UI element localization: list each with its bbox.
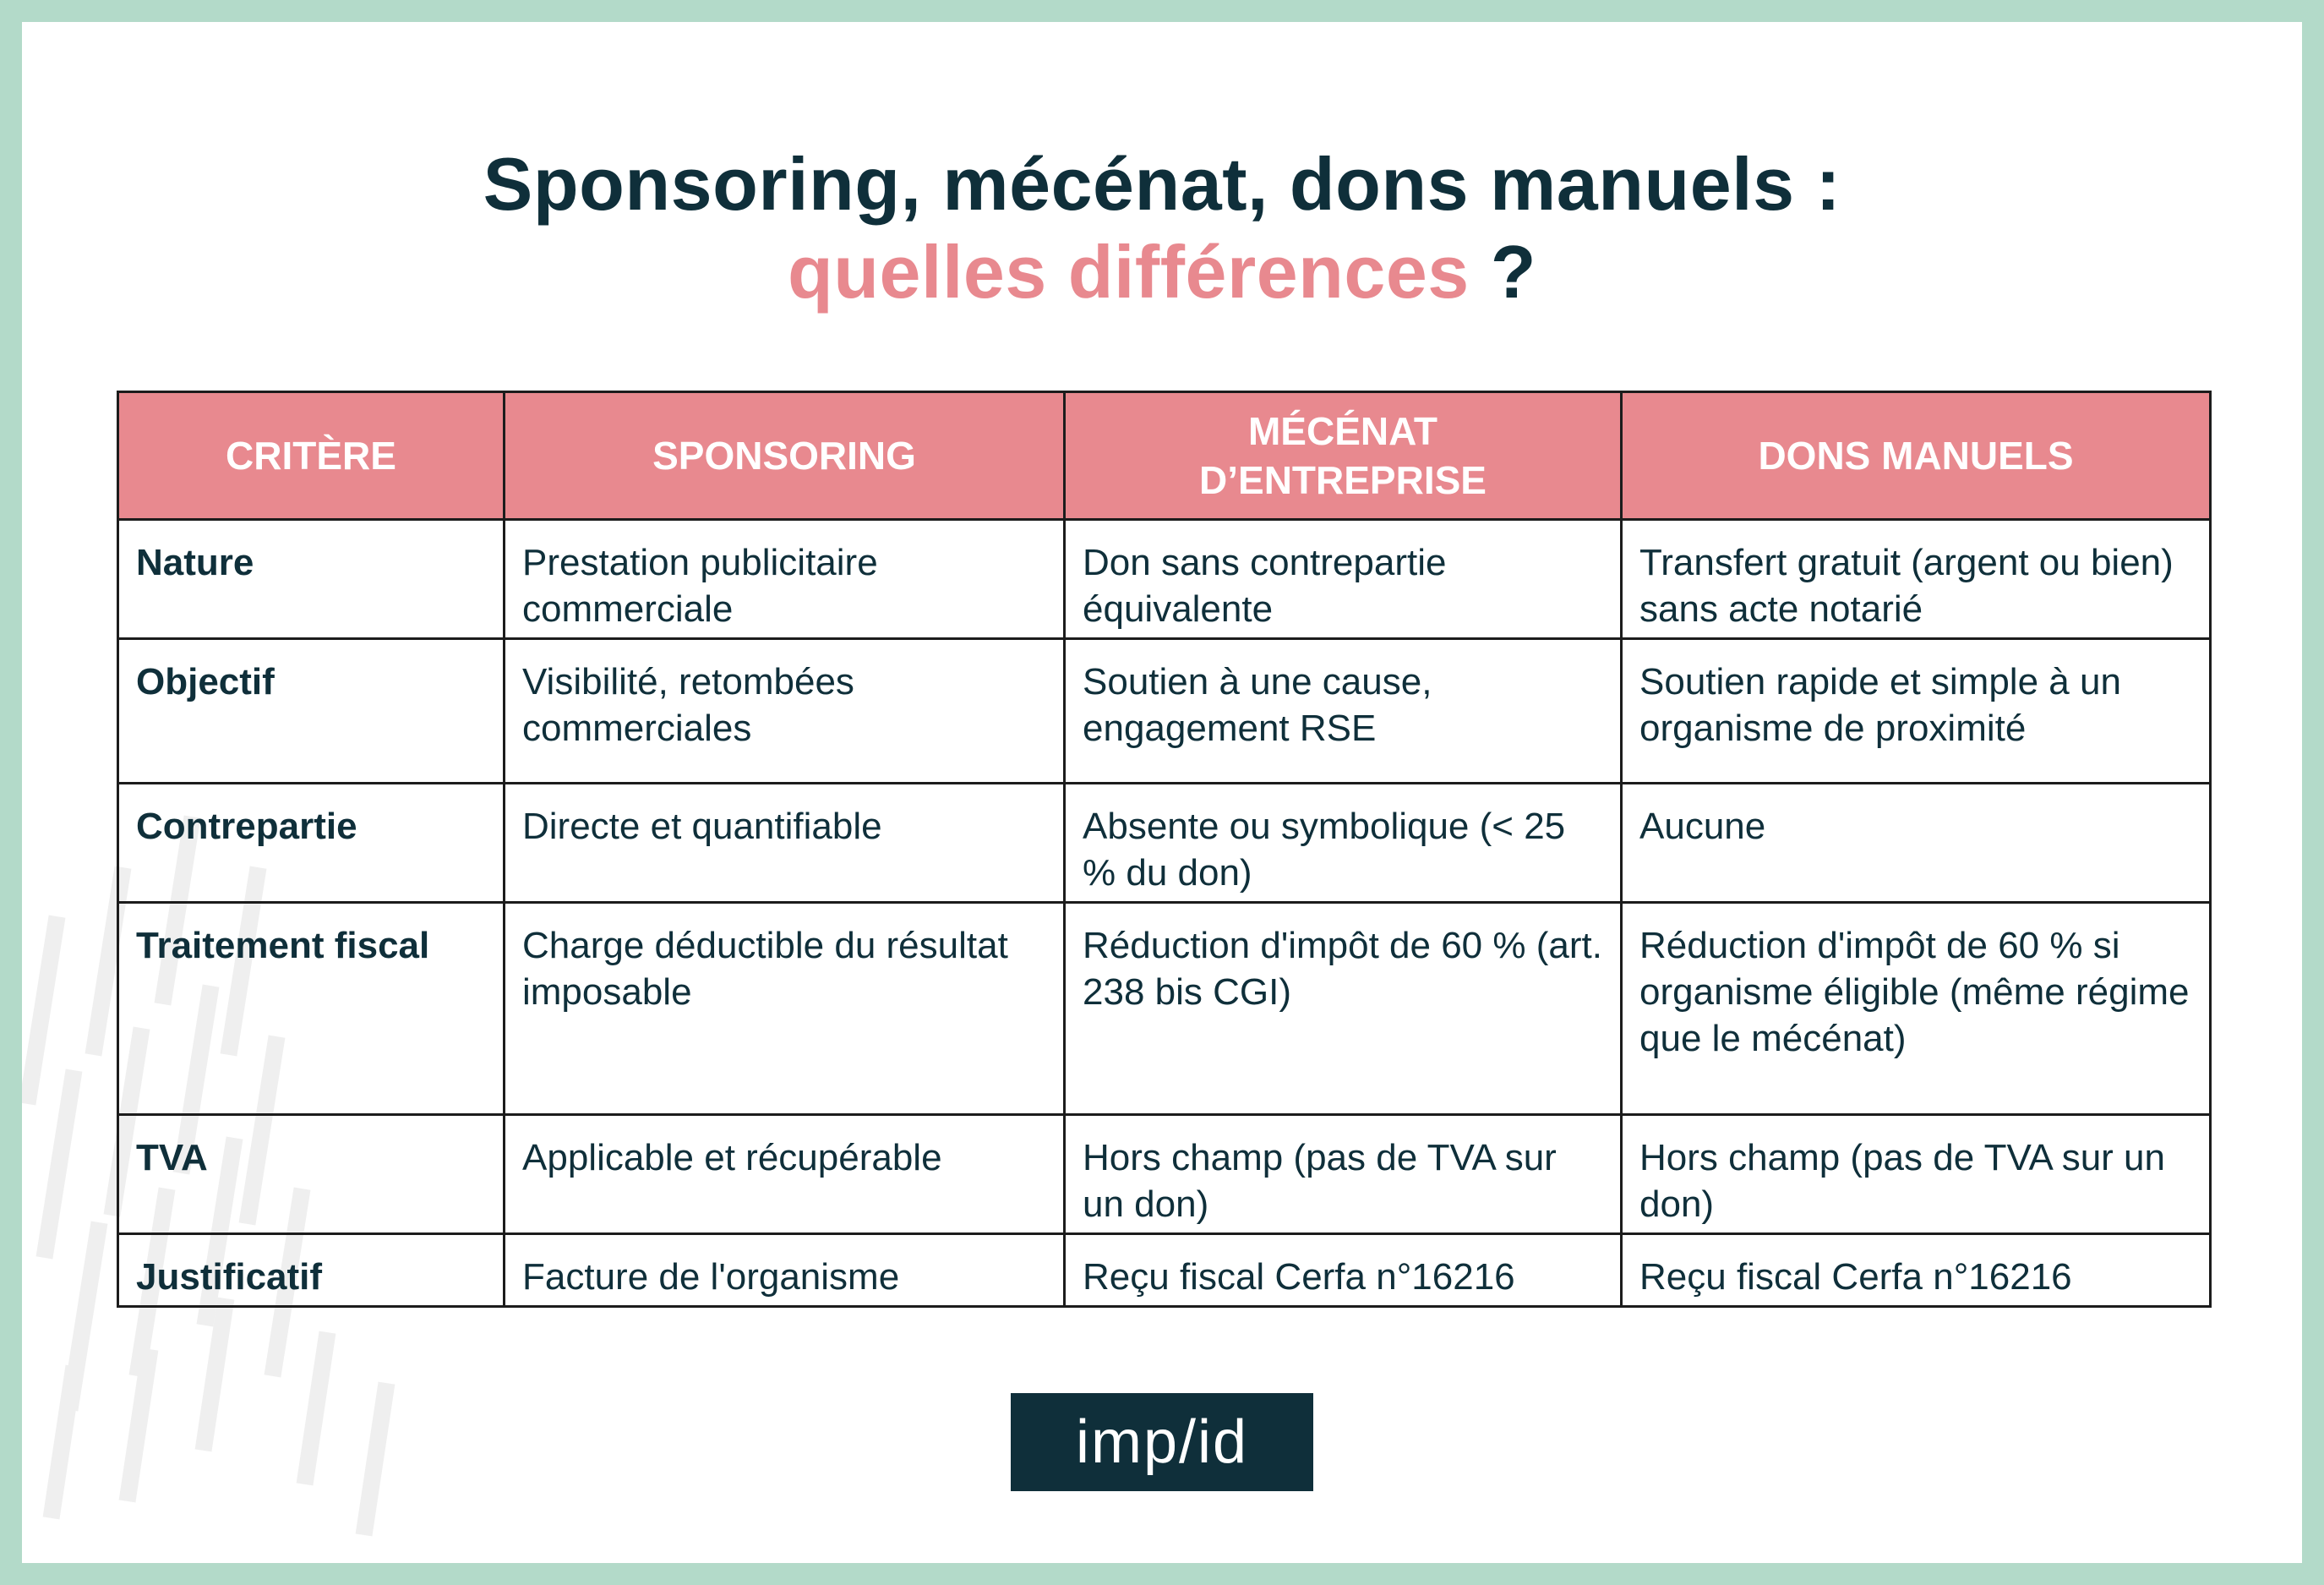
- cell-dons: Hors champ (pas de TVA sur un don): [1622, 1115, 2211, 1234]
- table-row: [118, 903, 2211, 1115]
- cell-dons: Soutien rapide et simple à un organisme de proximité: [1622, 639, 2211, 784]
- cell-mecenat: Reçu fiscal Cerfa n°16216: [1065, 1234, 1622, 1307]
- cell-sponsoring: Visibilité, retombées commerciales: [505, 639, 1065, 784]
- cell-mecenat: Soutien à une cause, engagement RSE: [1065, 639, 1622, 784]
- header-sponsoring: SPONSORING: [505, 392, 1065, 520]
- cell-sponsoring: Facture de l'organisme: [505, 1234, 1065, 1307]
- header-mecenat-label: MÉCÉNAT D’ENTREPRISE: [1199, 409, 1487, 502]
- cell-mecenat: Don sans contrepartie équivalente: [1065, 520, 1622, 639]
- cell-dons: Aucune: [1622, 784, 2211, 903]
- cell-dons: Réduction d'impôt de 60 % si organisme éligible (même régime que le mécénat): [1622, 903, 2211, 1115]
- header-mecenat: [1065, 392, 1622, 520]
- implid-logo: imp/id: [1011, 1393, 1313, 1491]
- page-title: Sponsoring, mécénat, dons manuels :: [483, 142, 1841, 226]
- page-frame: [22, 22, 2302, 1563]
- table-row: [118, 639, 2211, 784]
- row-criterion: Nature: [118, 520, 505, 639]
- comparison-table: [117, 391, 2212, 1308]
- cell-sponsoring: Directe et quantifiable: [505, 784, 1065, 903]
- header-dons-manuels: DONS MANUELS: [1622, 392, 2211, 520]
- page-subtitle: [22, 228, 2302, 316]
- cell-sponsoring: Applicable et récupérable: [505, 1115, 1065, 1234]
- cell-sponsoring: Charge déductible du résultat imposable: [505, 903, 1065, 1115]
- row-criterion: Contrepartie: [118, 784, 505, 903]
- table-row: [118, 1234, 2211, 1307]
- table-row: [118, 520, 2211, 639]
- row-criterion: TVA: [118, 1115, 505, 1234]
- header-critere: CRITÈRE: [118, 392, 505, 520]
- title-accent: quelles différences: [788, 230, 1470, 314]
- cell-dons: Transfert gratuit (argent ou bien) sans acte notarié: [1622, 520, 2211, 639]
- table-row: [118, 784, 2211, 903]
- row-criterion: Traitement fiscal: [118, 903, 505, 1115]
- row-criterion: Objectif: [118, 639, 505, 784]
- cell-dons: Reçu fiscal Cerfa n°16216: [1622, 1234, 2211, 1307]
- cell-mecenat: Réduction d'impôt de 60 % (art. 238 bis CGI): [1065, 903, 1622, 1115]
- cell-mecenat: Hors champ (pas de TVA sur un don): [1065, 1115, 1622, 1234]
- table-row: [118, 1115, 2211, 1234]
- title-question-mark: ?: [1469, 230, 1536, 314]
- cell-mecenat: Absente ou symbolique (< 25 % du don): [1065, 784, 1622, 903]
- row-criterion: Justificatif: [118, 1234, 505, 1307]
- table-header-row: [118, 392, 2211, 520]
- cell-sponsoring: Prestation publicitaire commerciale: [505, 520, 1065, 639]
